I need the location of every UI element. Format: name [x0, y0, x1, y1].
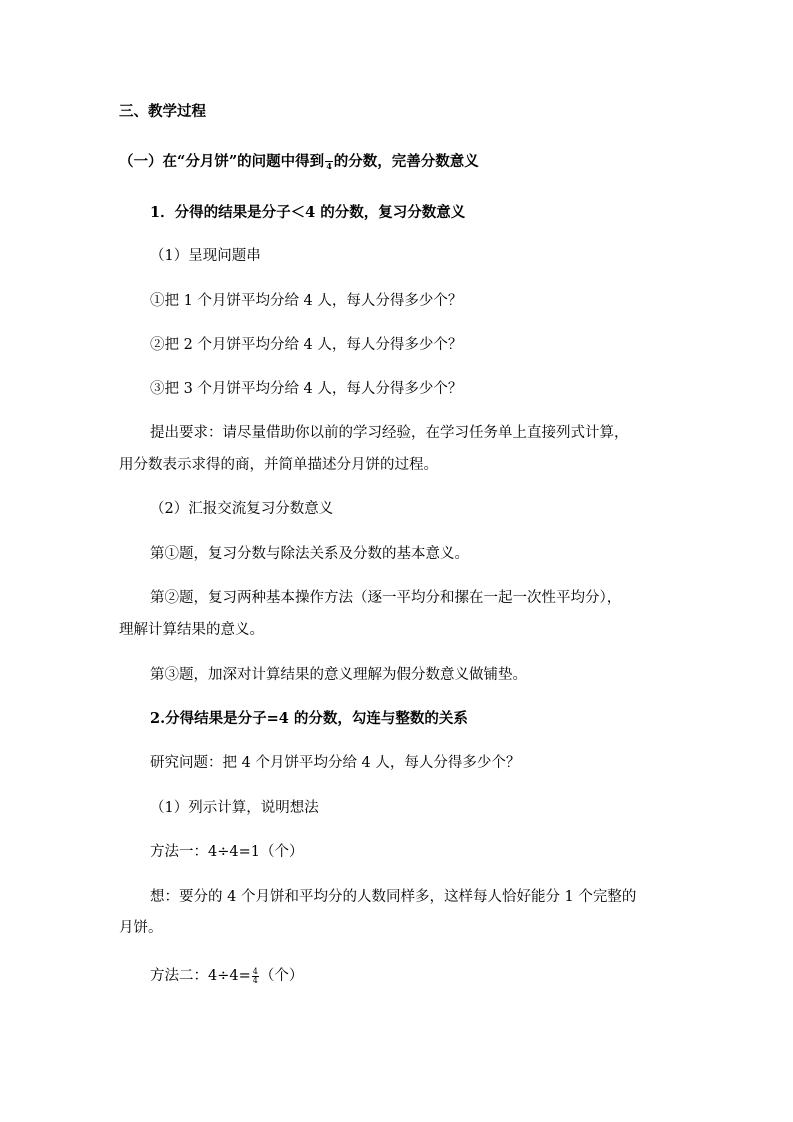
requirement-line-2: 用分数表示求得的商，并简单描述分月饼的过程。: [119, 457, 438, 473]
method-1: 方法一：4÷4=1（个）: [150, 844, 304, 860]
paragraph-2-line-2: 理解计算结果的意义。: [119, 622, 264, 638]
question-1: ①把 1 个月饼平均分给 4 人，每人分得多少个？: [150, 293, 463, 309]
question-2: ②把 2 个月饼平均分给 4 人，每人分得多少个？: [150, 337, 463, 353]
research-question: 研究问题：把 4 个月饼平均分给 4 人，每人分得多少个？: [150, 755, 521, 771]
part1-heading-post: 的分数，完善分数意义: [333, 153, 479, 170]
item2-sub1: （1）列示计算，说明想法: [150, 800, 319, 816]
item1-heading: 1．分得的结果是分子＜4 的分数，复习分数意义: [150, 204, 466, 221]
paragraph-1: 第①题，复习分数与除法关系及分数的基本意义。: [150, 546, 469, 562]
fraction: [325, 154, 333, 170]
fraction-denominator: 4: [252, 975, 258, 985]
fraction: [252, 968, 259, 985]
item2-heading: 2.分得结果是分子=4 的分数，勾连与整数的关系: [150, 710, 468, 727]
question-3: ③把 3 个月饼平均分给 4 人，每人分得多少个？: [150, 381, 463, 397]
fraction-numerator: 4: [252, 966, 258, 976]
item1-sub1: （1）呈现问题串: [150, 248, 261, 264]
paragraph-3: 第③题，加深对计算结果的意义理解为假分数意义做铺垫。: [150, 667, 527, 683]
think-line-1: 想：要分的 4 个月饼和平均分的人数同样多，这样每人恰好能分 1 个完整的: [150, 889, 637, 905]
section-title: 三、教学过程: [119, 103, 206, 120]
paragraph-2-line-1: 第②题，复习两种基本操作方法（逐一平均分和摞在一起一次性平均分），: [150, 590, 622, 606]
requirement-line-1: 提出要求：请尽量借助你以前的学习经验，在学习任务单上直接列式计算，: [150, 425, 629, 441]
method-2-post: （个）: [259, 968, 304, 984]
fraction-denominator: 4: [326, 161, 332, 171]
item1-sub2: （2）汇报交流复习分数意义: [150, 501, 334, 517]
part1-heading-pre: （一）在“分月饼”的问题中得到: [119, 153, 325, 170]
method-2-pre: 方法二：4÷4=: [150, 968, 251, 984]
method-2: [150, 965, 303, 987]
part1-heading: [119, 151, 479, 173]
think-line-2: 月饼。: [119, 920, 163, 936]
